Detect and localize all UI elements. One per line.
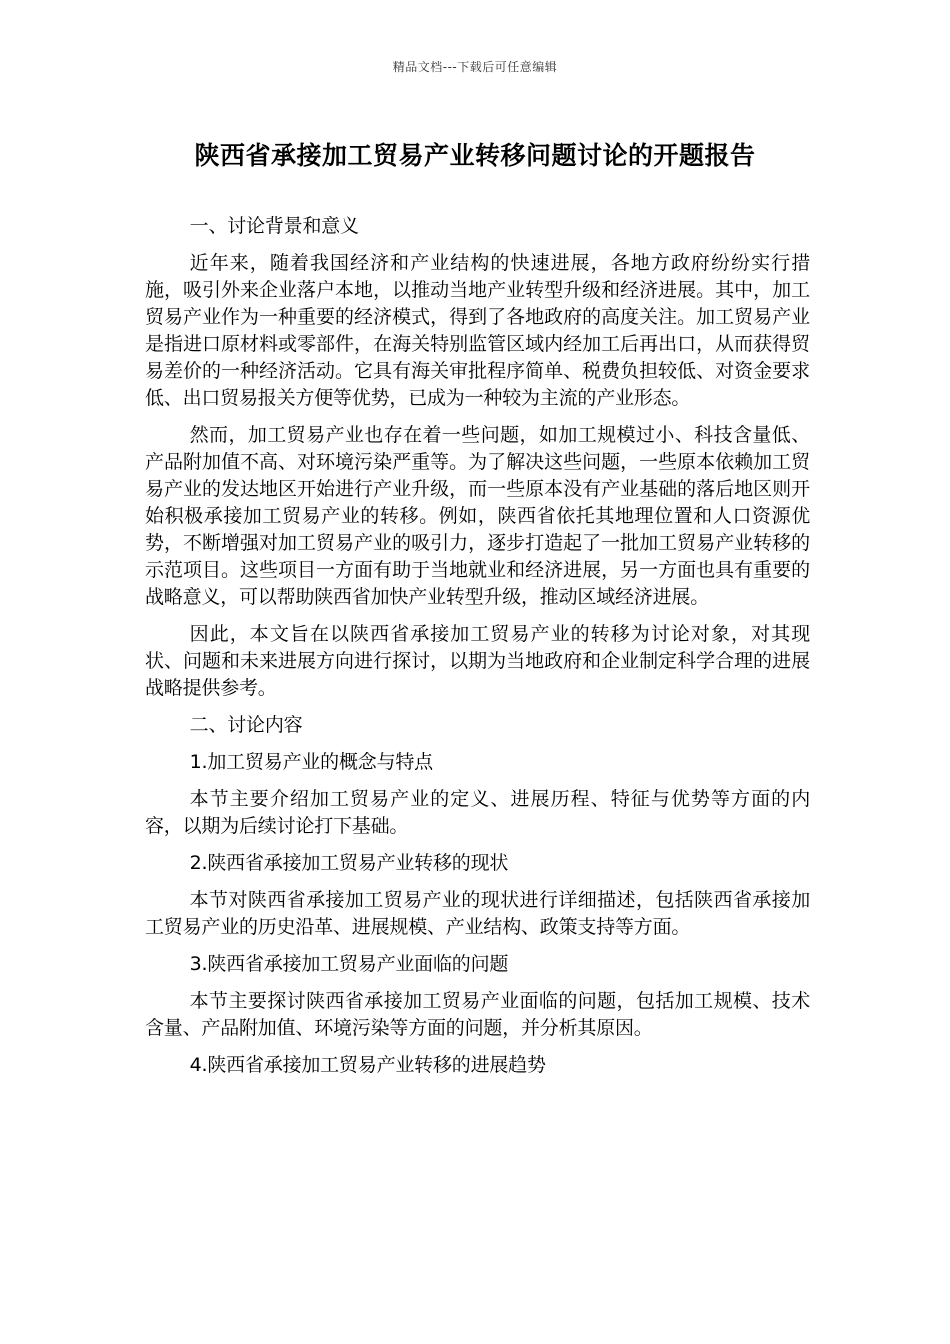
subheading-3: 3.陕西省承接加工贸易产业面临的问题	[189, 953, 509, 975]
paragraph-background-3: 因此，本文旨在以陕西省承接加工贸易产业的转移为讨论对象，对其现状、问题和未来进展方向进行探讨，以期为当地政府和企业制定科学合理的进展战略提供参考。	[145, 623, 810, 699]
header-note: 精品文档---下载后可任意编辑	[392, 60, 558, 74]
paragraph-subsection-1: 本节主要介绍加工贸易产业的定义、进展历程、特征与优势等方面的内容，以期为后续讨论打下基础。	[145, 788, 810, 837]
subheading-1: 1.加工贸易产业的概念与特点	[189, 751, 433, 773]
paragraph-subsection-2: 本节对陕西省承接加工贸易产业的现状进行详细描述，包括陕西省承接加工贸易产业的历史沿革、进展规模、产业结构、政策支持等方面。	[145, 889, 810, 938]
subheading-4: 4.陕西省承接加工贸易产业转移的进展趋势	[189, 1054, 546, 1076]
paragraph-background-1: 近年来，随着我国经济和产业结构的快速进展，各地方政府纷纷实行措施，吸引外来企业落户本地，以推动当地产业转型升级和经济进展。其中，加工贸易产业作为一种重要的经济模式，得到了各地政府的高度关注。加工贸易产业是指进口原材料或零部件，在海关特别监管区域内经加工后再出口，从而获得贸易差价的一种经济活动。它具有海关审批程序简单、税费负担较低、对资金要求低、出口贸易报关方便等优势，已成为一种较为主流的产业形态。	[145, 252, 810, 409]
document-title: 陕西省承接加工贸易产业转移问题讨论的开题报告	[194, 141, 756, 170]
section-heading-content: 二、讨论内容	[189, 714, 303, 736]
section-heading-background: 一、讨论背景和意义	[189, 215, 359, 237]
document-body	[145, 213, 810, 1089]
paragraph-background-2: 然而，加工贸易产业也存在着一些问题，如加工规模过小、科技含量低、产品附加值不高、对环境污染严重等。为了解决这些问题，一些原本依赖加工贸易产业的发达地区开始进行产业升级，而一些原本没有产业基础的落后地区则开始积极承接加工贸易产业的转移。例如，陕西省依托其地理位置和人口资源优势，不断增强对加工贸易产业的吸引力，逐步打造起了一批加工贸易产业转移的示范项目。这些项目一方面有助于当地就业和经济进展，另一方面也具有重要的战略意义，可以帮助陕西省加快产业转型升级，推动区域经济进展。	[145, 424, 810, 608]
subheading-2: 2.陕西省承接加工贸易产业转移的现状	[189, 852, 509, 874]
paragraph-subsection-3: 本节主要探讨陕西省承接加工贸易产业面临的问题，包括加工规模、技术含量、产品附加值、环境污染等方面的问题，并分析其原因。	[145, 990, 810, 1039]
